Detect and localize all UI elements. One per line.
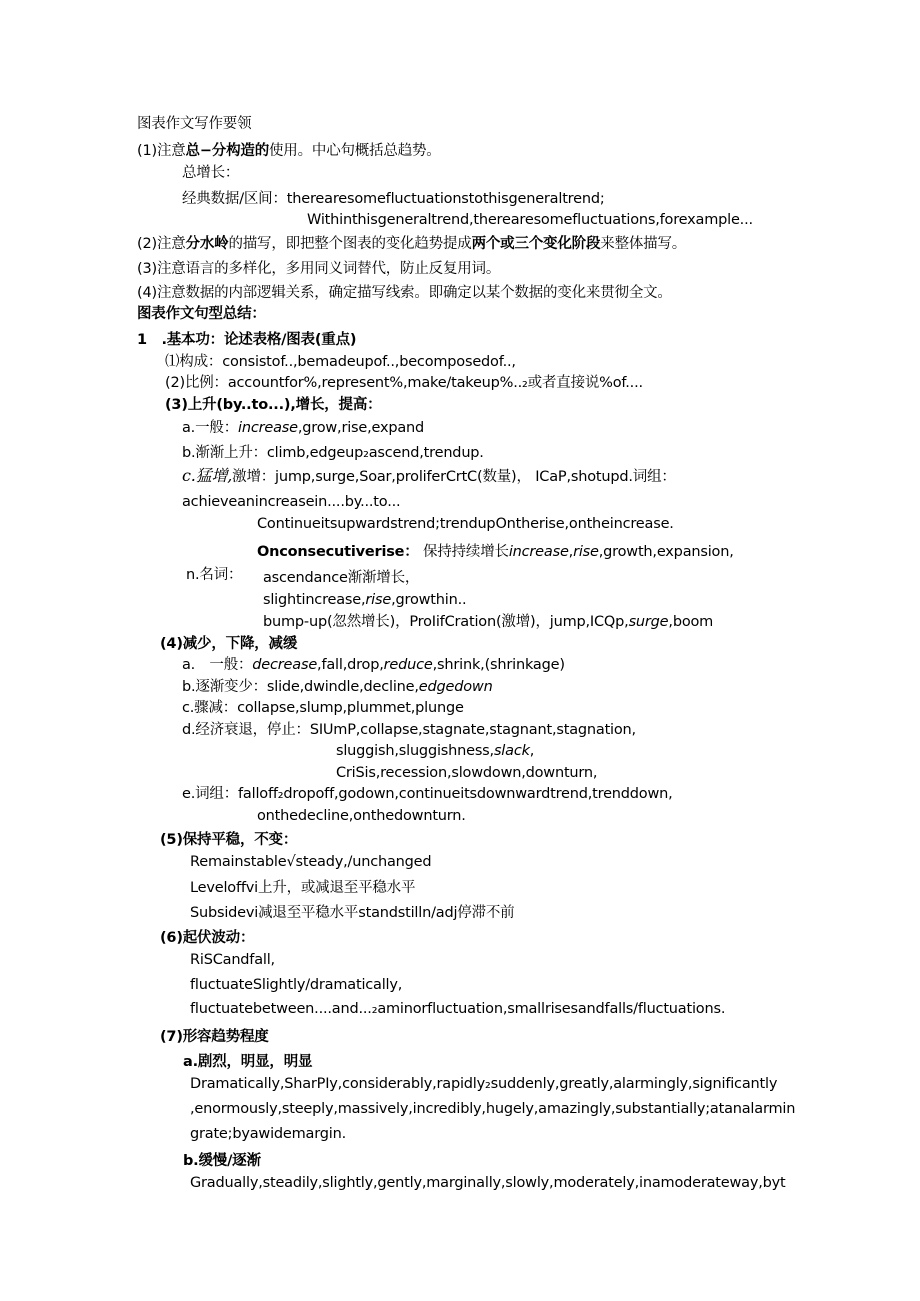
rise-surge-note: (数量)， — [476, 469, 531, 485]
rise-surge — [182, 466, 676, 487]
rise-noun-3-d: ,boom — [668, 614, 714, 630]
rise-gradual: b.渐渐上升：climb,edgeup₂ascend,trendup. — [182, 445, 484, 461]
fall-phrase-2: onthedecline,onthedownturn. — [257, 808, 466, 824]
stable-heading: (5)保持平稳，不变： — [160, 832, 298, 848]
tip-2-prefix: (2)注意 — [137, 236, 186, 252]
rise-phrase-label: 词组： — [632, 469, 676, 485]
tip-3: (3)注意语言的多样化，多用同义词替代，防止反复用词。 — [137, 261, 501, 277]
stable-line-3 — [190, 903, 514, 923]
rise-noun-1-word: ascendance — [263, 570, 348, 586]
stable-line-2-word: Leveloffvi — [190, 880, 258, 896]
tip-1 — [137, 141, 441, 161]
stable-line-2-text: 上升，或减退至平稳水平 — [257, 880, 416, 896]
tip-2-end: 来整体描写。 — [600, 236, 687, 252]
rise-surge-label-2: 激增： — [232, 469, 276, 485]
fall-economic-1: d.经济衰退，停止：SIUmP,collapse,stagnate,stagnant,stagnation, — [182, 722, 636, 738]
fall-economic-2-word: slack — [493, 743, 530, 759]
stable-line-2 — [190, 878, 415, 898]
degree-b-heading: b.缓慢/逐渐 — [183, 1153, 261, 1169]
rise-general — [182, 418, 424, 438]
rise-surge-label: c.猛增, — [182, 466, 233, 485]
composition-line: ⑴构成：consistof..,bemadeupof..,becomposedof.., — [165, 354, 516, 370]
proportion-line: (2)比例：accountfor%,represent%,make/takeup%..₂或者直接说%of.... — [165, 375, 643, 391]
rise-phrase-1: achieveanincreasein....by...to... — [182, 494, 401, 510]
stable-line-3-text-2: 停滞不前 — [457, 905, 515, 921]
fall-gradual — [182, 677, 493, 697]
fluctuation-heading: (6)起伏波动： — [160, 930, 255, 946]
stable-line-1: Remainstable√steady,/unchanged — [190, 854, 432, 870]
fall-general-sep-2: ,shrink,(shrinkage) — [432, 657, 565, 673]
rise-phrase-3 — [257, 542, 734, 562]
classic-data-label: 经典数据/区间： — [182, 191, 287, 207]
degree-a-line-1: Dramatically,SharPIy,considerably,rapidly₂suddenly,greatly,alarmingly,significantly — [190, 1076, 778, 1092]
total-growth-label: 总增长： — [182, 165, 240, 181]
rise-noun-3 — [263, 612, 713, 632]
fall-economic-2-b: , — [529, 743, 535, 759]
classic-sentence-2: Withinthisgeneraltrend,therearesomefluctuations,forexample... — [307, 212, 753, 228]
consecutive-rise-word-2: rise — [573, 544, 599, 560]
degree-a-line-2: ,enormously,steeply,massively,incredibly,hugely,amazingly,substantially;atanalarmin — [190, 1101, 796, 1117]
consecutive-rise-head: Onconsecutiverise： — [257, 544, 419, 560]
fall-heading: (4)减少，下降，减缓 — [160, 636, 298, 652]
rise-noun-3-b: ProIifCration — [409, 614, 496, 630]
rise-noun-1-text: 渐渐增长， — [347, 570, 420, 586]
fall-general-word-1: decrease — [252, 657, 318, 673]
rise-surge-words: jump,surge,Soar,proliferCrtC — [275, 469, 477, 485]
stable-line-3-text: 减退至平稳水平 — [258, 905, 359, 921]
classic-sentence-1: therearesomefluctuationstothisgeneraltrend; — [286, 191, 605, 207]
fall-general-label: a. 一般： — [182, 657, 253, 673]
degree-a-line-3: grate;byawidemargin. — [190, 1126, 346, 1142]
fall-economic-2 — [336, 741, 534, 761]
consecutive-rise-text: 保持持续增长 — [423, 544, 509, 560]
rise-noun-label: n.名词： — [186, 567, 243, 583]
degree-a-heading: a.剧烈，明显，明显 — [183, 1054, 313, 1070]
rise-general-word: increase — [238, 420, 298, 436]
tip-2-emphasis-2: 两个或三个变化阶段 — [471, 236, 601, 252]
fluctuation-line-1: RiSCandfall, — [190, 952, 275, 968]
section-1-heading — [137, 330, 356, 350]
rise-noun-2 — [263, 590, 466, 610]
tip-2-emphasis-1: 分水岭 — [185, 236, 229, 252]
degree-heading: (7)形容趋势程度 — [160, 1029, 269, 1045]
fall-economic-2-a: sluggish,sluggishness, — [336, 743, 494, 759]
degree-b-line-1: Gradually,steadily,slightly,gently,marginally,slowly,moderately,inamoderateway,byt — [190, 1175, 786, 1191]
fluctuation-line-3: fluctuatebetween....and...₂aminorfluctuation,smallrisesandfalls/fluctuations. — [190, 1001, 726, 1017]
page-title: 图表作文写作要领 — [137, 116, 252, 132]
rise-general-label: a.一般： — [182, 420, 238, 436]
rise-noun-2-a: slightincrease, — [263, 592, 366, 608]
rise-phrase-2: Continueitsupwardstrend;trendupOntherise,ontheincrease. — [257, 516, 674, 532]
rise-noun-3-word: surge — [628, 614, 669, 630]
fall-general-sep-1: ,fall,drop, — [317, 657, 384, 673]
rise-noun-3-a: bump-up( — [263, 614, 333, 630]
rise-noun-3-t2: (激增)， — [495, 614, 550, 630]
rise-heading: (3)上升(by..to...),增长，提高： — [165, 397, 382, 413]
rise-noun-2-word: rise — [365, 592, 392, 608]
tip-4: (4)注意数据的内部逻辑关系，确定描写线索。即确定以某个数据的变化来贯彻全文。 — [137, 285, 672, 301]
rise-noun-2-b: ,growthin.. — [391, 592, 467, 608]
rise-noun-3-c: jump,ICQp, — [549, 614, 629, 630]
tip-1-prefix: (1)注意 — [137, 143, 186, 159]
tip-2 — [137, 234, 686, 254]
section-1-number: 1 — [137, 332, 147, 348]
stable-line-3-word: Subsidevi — [190, 905, 259, 921]
fall-general-word-2: reduce — [383, 657, 433, 673]
summary-title: 图表作文句型总结： — [137, 306, 266, 322]
rise-general-words: ,grow,rise,expand — [297, 420, 425, 436]
consecutive-rise-sep: , — [568, 544, 574, 560]
fall-general — [182, 655, 565, 675]
fall-economic-3: CriSis,recession,slowdown,downturn, — [336, 765, 598, 781]
rise-surge-words-2: ICaP,shotupd. — [535, 469, 633, 485]
fall-sharp: c.骤减：collapse,slump,plummet,plunge — [182, 700, 464, 716]
fluctuation-line-2: fluctuateSlightly/dramatically, — [190, 977, 403, 993]
fall-phrase-1: e.词组：falloff₂dropoff,godown,continueitsdownwardtrend,trenddown, — [182, 786, 673, 802]
consecutive-rise-word-1: increase — [508, 544, 569, 560]
section-1-title: .基本功：论述表格/图表(重点) — [161, 332, 357, 348]
tip-1-rest: 使用。中心句概括总趋势。 — [269, 143, 441, 159]
tip-1-emphasis: 总−分构造的 — [185, 143, 269, 159]
classic-data-line — [182, 189, 605, 209]
stable-line-3-word-2: standstilln/adj — [358, 905, 458, 921]
rise-noun-3-t1: 忽然增长)， — [332, 614, 410, 630]
fall-gradual-label: b.逐渐变少：slide,dwindle,decline, — [182, 679, 419, 695]
tip-2-mid: 的描写，即把整个图表的变化趋势提成 — [228, 236, 472, 252]
fall-gradual-word: edgedown — [418, 679, 493, 695]
consecutive-rise-words: ,growth,expansion, — [598, 544, 734, 560]
rise-noun-1 — [263, 568, 419, 588]
